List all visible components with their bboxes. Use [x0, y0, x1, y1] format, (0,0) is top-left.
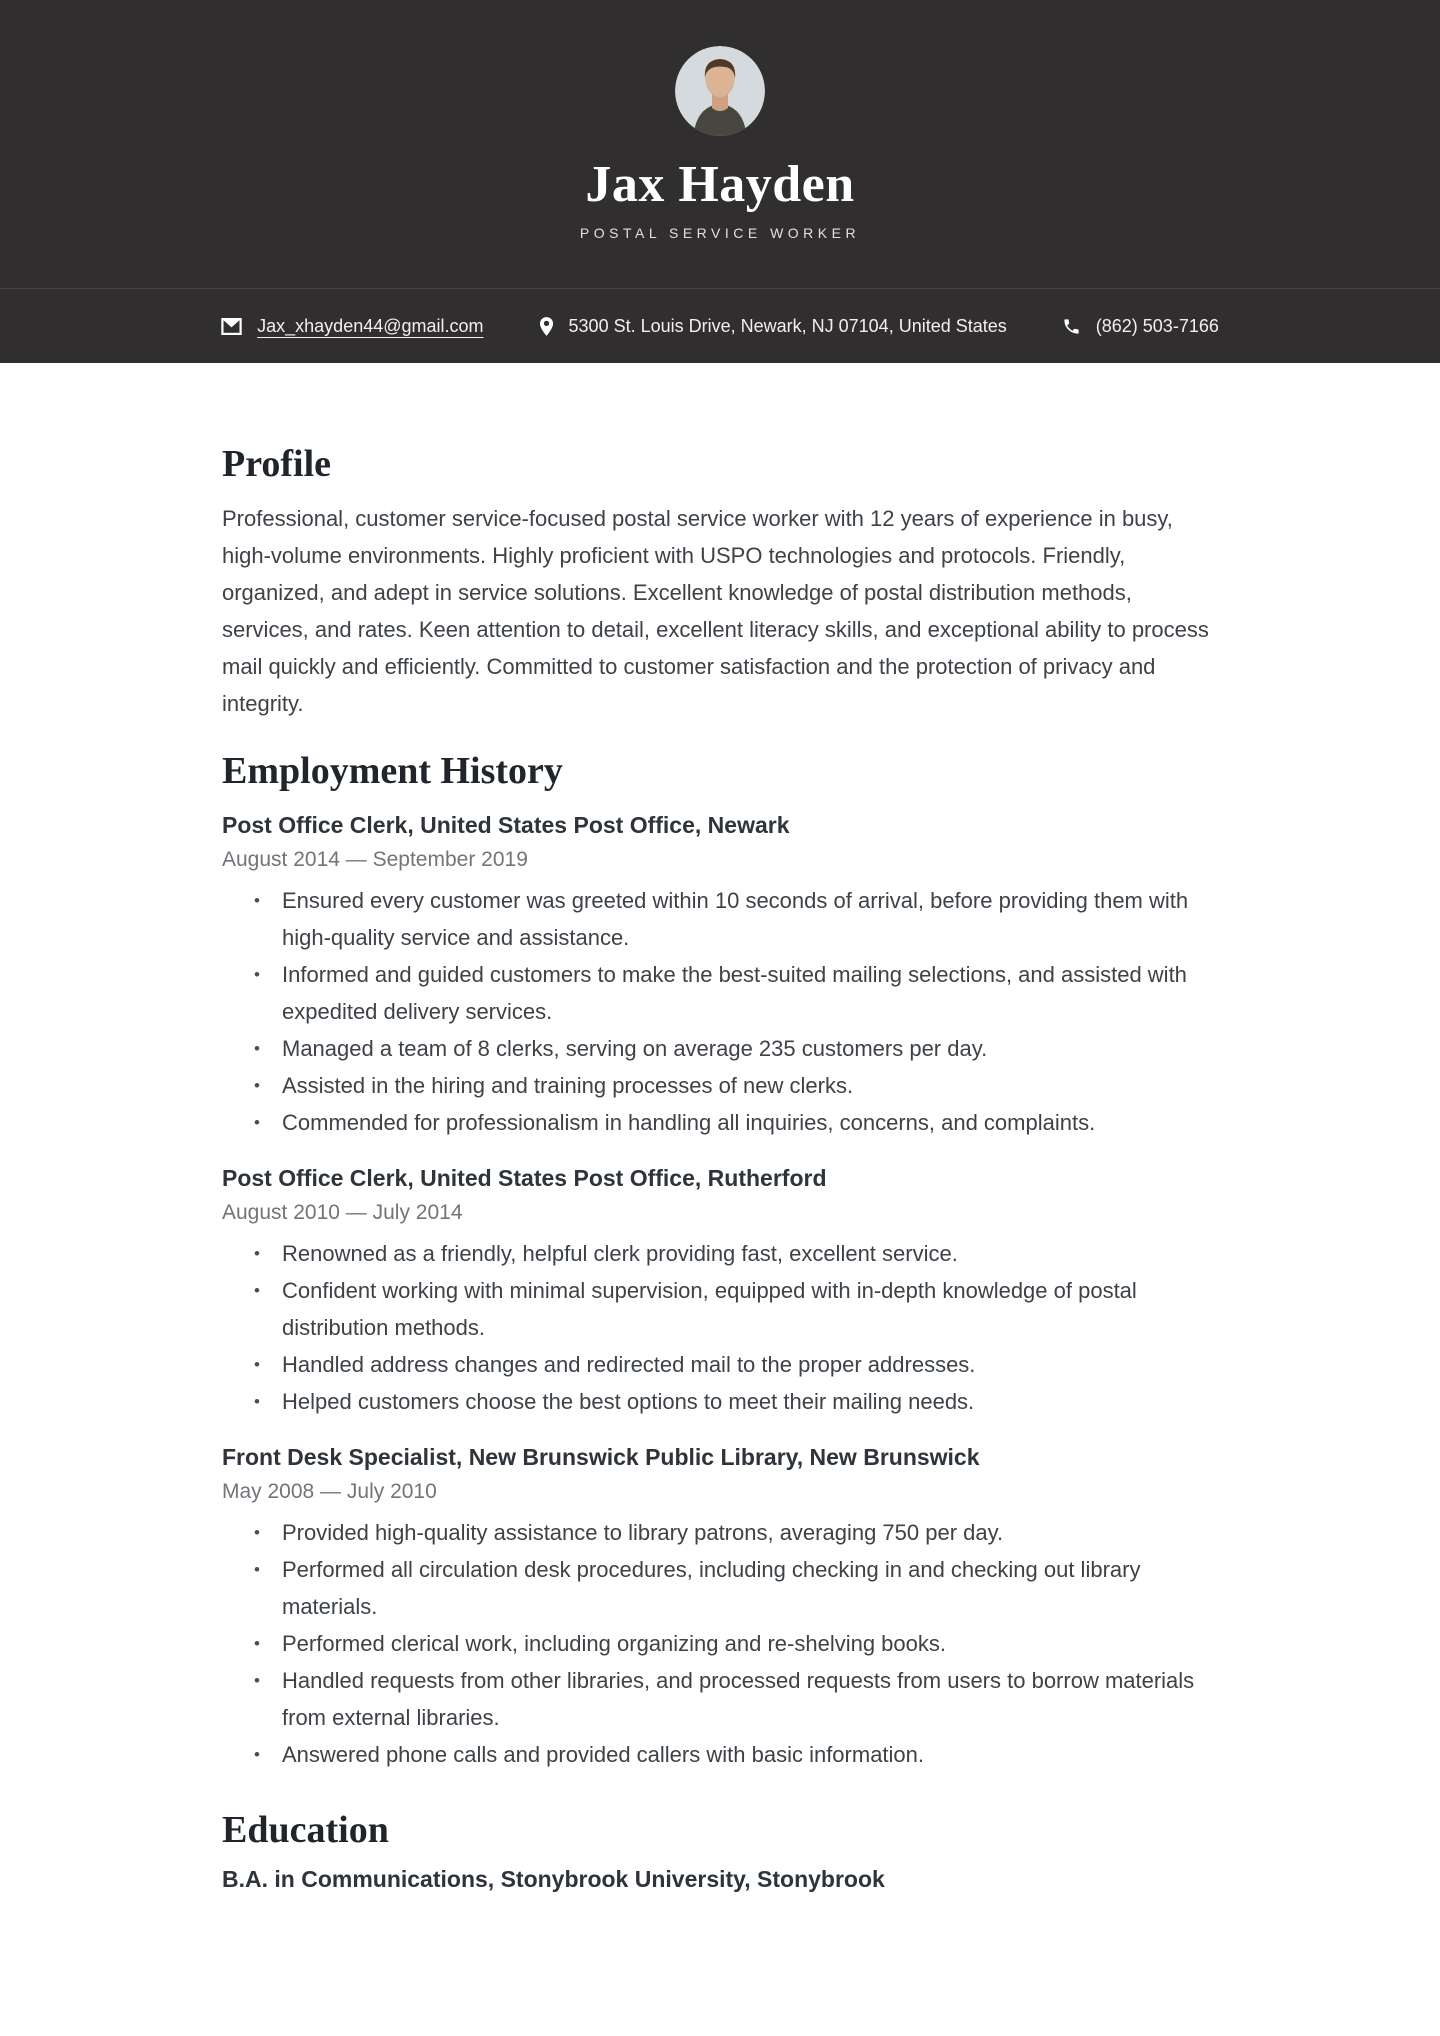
profile-text: Professional, customer service-focused postal service worker with 12 years of experience in busy, high-volume environments. Highly proficient with USPO technologies and protocols. Friendly, organized, and adept in service solutions. Excellent knowledge of postal distribution methods, services, and rates. Keen attention to detail, excellent literacy skills, and exceptional ability to process mail quickly and efficiently. Committed to customer satisfaction and the protection of privacy and integrity.: [222, 506, 1209, 716]
job-bullet: • Assisted in the hiring and training processes of new clerks.: [222, 1067, 1218, 1104]
job-entry: [222, 1163, 1218, 1420]
job-bullet: • Managed a team of 8 clerks, serving on average 235 customers per day.: [222, 1030, 1218, 1067]
job-bullet: • Renowned as a friendly, helpful clerk providing fast, excellent service.: [222, 1235, 1218, 1272]
resume-header: [0, 0, 1440, 288]
job-bullet: • Provided high-quality assistance to library patrons, averaging 750 per day.: [222, 1514, 1218, 1551]
section-education: [222, 1807, 1218, 1894]
job-entry: [222, 810, 1218, 1141]
job-dates: August 2010 — July 2014: [222, 1201, 463, 1224]
resume-body: [0, 441, 1440, 1894]
job-bullet: • Answered phone calls and provided callers with basic information.: [222, 1736, 1218, 1773]
job-entry: [222, 1442, 1218, 1773]
job-bullet: • Performed clerical work, including organizing and re-shelving books.: [222, 1625, 1218, 1662]
contact-bar: [0, 288, 1440, 363]
phone-text: (862) 503-7166: [1095, 315, 1219, 336]
contact-address: [539, 316, 1007, 337]
job-bullet: • Handled address changes and redirected mail to the proper addresses.: [222, 1346, 1218, 1383]
job-bullet-list: [222, 1514, 1218, 1773]
job-bullet: • Ensured every customer was greeted within 10 seconds of arrival, before providing them with high-quality service and assistance.: [222, 882, 1218, 956]
education-heading: Education: [222, 1809, 389, 1851]
candidate-job-title: POSTAL SERVICE WORKER: [579, 224, 861, 241]
job-dates: May 2008 — July 2010: [222, 1480, 437, 1503]
job-dates: August 2014 — September 2019: [222, 848, 528, 871]
job-bullet: • Commended for professionalism in handling all inquiries, concerns, and complaints.: [222, 1104, 1218, 1141]
avatar-photo-illustration: [675, 46, 765, 136]
job-bullet: • Performed all circulation desk procedures, including checking in and checking out library materials.: [222, 1551, 1218, 1625]
education-degree: B.A. in Communications, Stonybrook University, Stonybrook: [222, 1866, 885, 1892]
envelope-icon: [221, 318, 242, 335]
job-bullet: • Confident working with minimal supervision, equipped with in-depth knowledge of postal distribution methods.: [222, 1272, 1218, 1346]
job-title: Post Office Clerk, United States Post Office, Rutherford: [222, 1165, 827, 1191]
job-bullet: • Handled requests from other libraries, and processed requests from users to borrow materials from external libraries.: [222, 1662, 1218, 1736]
job-title: Front Desk Specialist, New Brunswick Public Library, New Brunswick: [222, 1444, 980, 1470]
contact-phone: [1062, 316, 1219, 337]
job-bullet-list: [222, 1235, 1218, 1420]
section-profile: [222, 441, 1218, 722]
location-pin-icon: [539, 316, 554, 337]
job-title: Post Office Clerk, United States Post Office, Newark: [222, 812, 790, 838]
phone-icon: [1062, 317, 1081, 336]
job-bullet-list: [222, 882, 1218, 1141]
section-employment-history: [222, 748, 1218, 1773]
address-text: 5300 St. Louis Drive, Newark, NJ 07104, United States: [568, 315, 1007, 336]
candidate-name: Jax Hayden: [585, 156, 855, 213]
employment-heading: Employment History: [222, 750, 563, 792]
job-bullet: • Informed and guided customers to make the best-suited mailing selections, and assisted with expedited delivery services.: [222, 956, 1218, 1030]
avatar: [675, 46, 765, 136]
email-link[interactable]: Jax_xhayden44@gmail.com: [257, 315, 484, 336]
profile-heading: Profile: [222, 443, 332, 485]
contact-email: [221, 316, 483, 337]
job-bullet: • Helped customers choose the best options to meet their mailing needs.: [222, 1383, 1218, 1420]
